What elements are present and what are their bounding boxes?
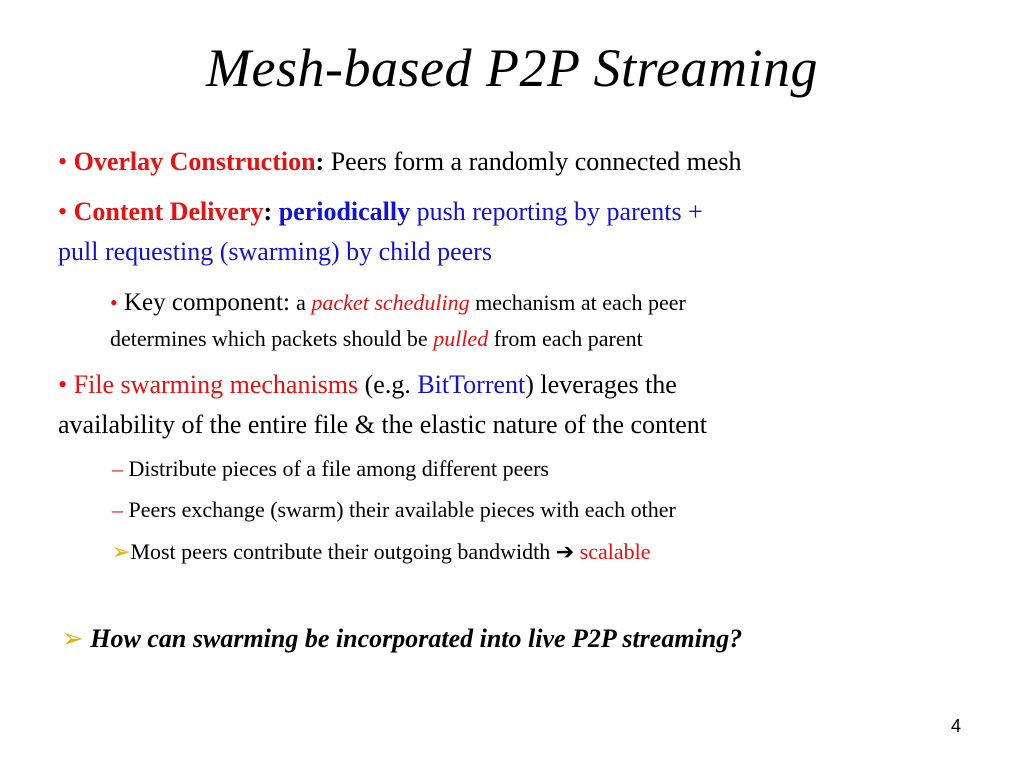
key-component-a: a <box>296 290 312 315</box>
bullet-marker: • <box>110 290 118 315</box>
sub-bullet-distribute <box>112 454 549 484</box>
file-swarming-label: File swarming mechanisms <box>67 370 359 399</box>
question-line <box>62 622 742 656</box>
dash-marker: – <box>112 456 123 481</box>
slide-title: Mesh-based P2P Streaming <box>206 38 818 98</box>
right-arrow-icon: ➔ <box>555 539 575 564</box>
pulled-text: pulled <box>433 326 489 351</box>
bittorrent-text: BitTorrent <box>417 370 526 399</box>
bullet-key-component <box>110 288 686 318</box>
key-component-text-1: mechanism at each peer <box>469 290 686 315</box>
page-number: 4 <box>951 716 962 736</box>
bullet-file-swarming <box>58 368 677 402</box>
sub-bullet-exchange <box>112 495 676 525</box>
content-delivery-text-1: push reporting by parents + <box>410 197 703 226</box>
overlay-construction-label: Overlay Construction <box>73 147 316 176</box>
question-text: How can swarming be incorporated into live P2P streaming? <box>90 624 743 653</box>
bullet-marker: • <box>58 197 68 226</box>
sub-bullet-contribute <box>112 537 651 567</box>
content-delivery-text-2: pull requesting (swarming) by child peers <box>58 237 492 266</box>
file-swarming-text-3: availability of the entire file & the elastic nature of the content <box>58 410 708 439</box>
key-component-text-2: determines which packets should be <box>110 326 434 351</box>
file-swarming-text-2: ) leverages the <box>525 370 677 399</box>
key-component-line-2 <box>110 324 643 354</box>
bullet-marker: • <box>58 370 68 399</box>
scalable-text: scalable <box>574 539 651 564</box>
distribute-text: Distribute pieces of a file among different peers <box>123 456 549 481</box>
packet-scheduling-text: packet scheduling <box>311 290 470 315</box>
periodically-text: periodically <box>272 197 411 226</box>
contribute-text: Most peers contribute their outgoing bandwidth <box>130 539 556 564</box>
label-colon: : <box>263 197 273 226</box>
overlay-construction-text: Peers form a randomly connected mesh <box>324 147 742 176</box>
arrow-bullet-icon: ➢ <box>62 624 84 653</box>
content-delivery-label: Content Delivery <box>73 197 264 226</box>
exchange-text: Peers exchange (swarm) their available pieces with each other <box>123 497 676 522</box>
dash-marker: – <box>112 497 123 522</box>
file-swarming-text-1: (e.g. <box>358 370 418 399</box>
bullet-marker: • <box>58 147 68 176</box>
bullet-overlay-construction <box>58 145 742 179</box>
bullet-content-delivery <box>58 195 703 229</box>
key-component-text-3: from each parent <box>488 326 643 351</box>
arrow-bullet-icon: ➢ <box>112 539 131 564</box>
key-component-lead: Key component: <box>117 289 297 316</box>
label-colon: : <box>315 147 325 176</box>
